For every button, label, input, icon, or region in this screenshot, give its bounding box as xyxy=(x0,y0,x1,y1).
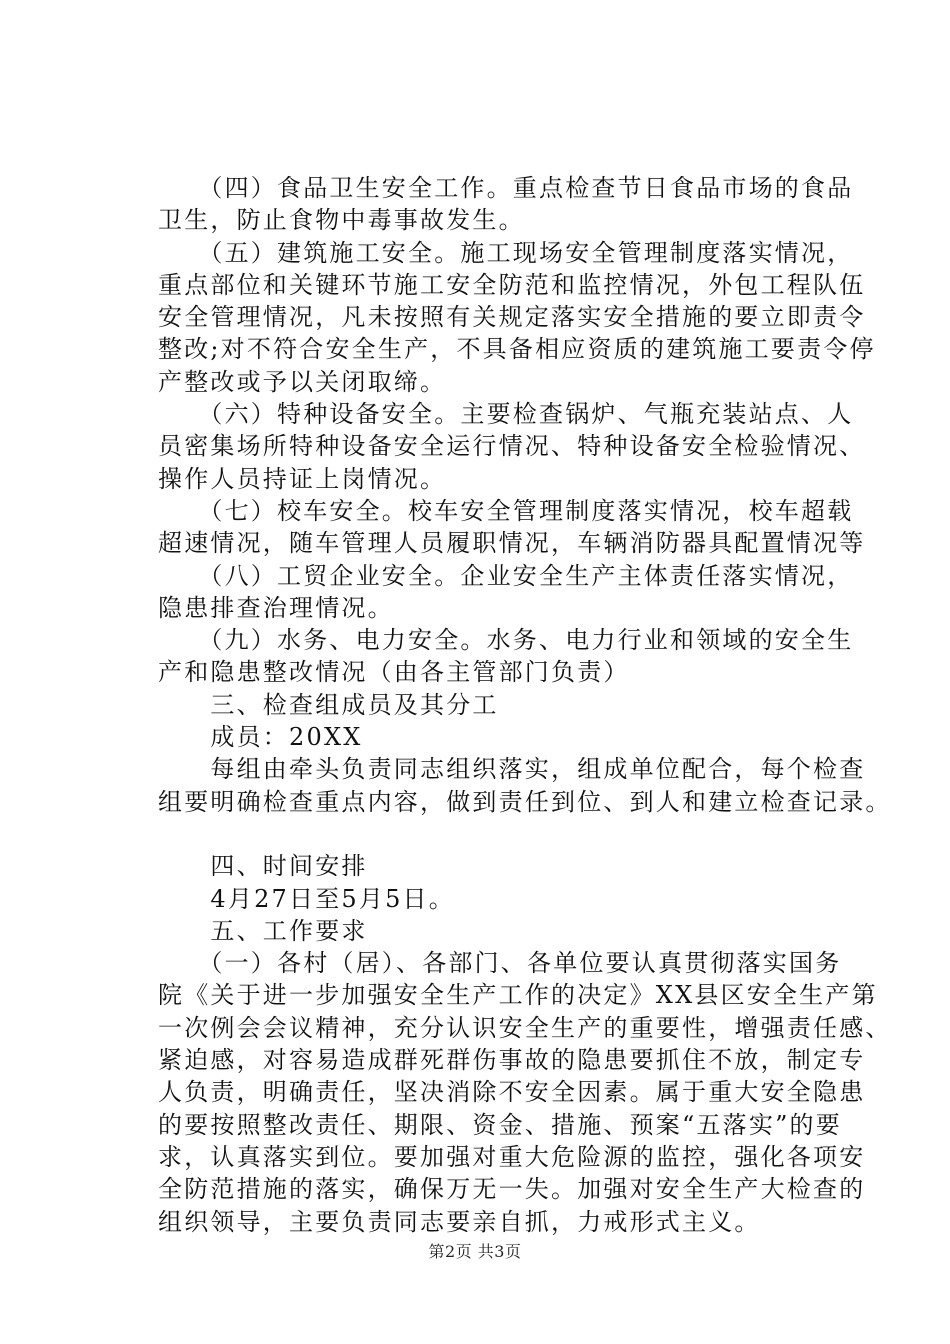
text-line: 组要明确检查重点内容，做到责任到位、到人和建立检查记录。 xyxy=(158,787,892,816)
text-line: 三、检查组成员及其分工 xyxy=(158,690,499,719)
text-line: 产整改或予以关闭取缔。 xyxy=(158,367,447,396)
text-line: 院《关于进一步加强安全生产工作的决定》XX县区安全生产第 xyxy=(158,981,878,1010)
text-line: 一次例会会议精神，充分认识安全生产的重要性，增强责任感、 xyxy=(158,1013,892,1042)
text-line: 四、时间安排 xyxy=(158,852,368,881)
text-line: 4月27日至5月5日。 xyxy=(158,884,455,913)
text-line: 成员：20XX xyxy=(158,723,363,752)
text-line: 紧迫感，对容易造成群死群伤事故的隐患要抓住不放，制定专 xyxy=(158,1046,866,1075)
text-line: （九）水务、电力安全。水务、电力行业和领域的安全生 xyxy=(158,626,854,655)
text-line: （一）各村（居）、各部门、各单位要认真贯彻落实国务 xyxy=(158,949,842,978)
text-line: （五）建筑施工安全。施工现场安全管理制度落实情况， xyxy=(158,238,854,267)
text-line: 重点部位和关键环节施工安全防范和监控情况，外包工程队伍 xyxy=(158,270,866,299)
text-line: 卫生，防止食物中毒事故发生。 xyxy=(158,206,525,235)
text-line: 整改;对不符合安全生产，不具备相应资质的建筑施工要责令停 xyxy=(158,335,876,364)
text-line: 超速情况，随车管理人员履职情况，车辆消防器具配置情况等 xyxy=(158,529,866,558)
text-line: 每组由牵头负责同志组织落实，组成单位配合，每个检查 xyxy=(158,755,866,784)
text-line: 组织领导，主要负责同志要亲自抓，力戒形式主义。 xyxy=(158,1207,761,1236)
text-line: （六）特种设备安全。主要检查锅炉、气瓶充装站点、人 xyxy=(158,400,854,429)
text-line: （七）校车安全。校车安全管理制度落实情况，校车超载 xyxy=(158,496,854,525)
text-line: 产和隐患整改情况（由各主管部门负责） xyxy=(158,658,630,687)
blank-line xyxy=(158,818,838,850)
page-footer: 第2页 共3页 xyxy=(428,1242,522,1261)
text-line: 安全管理情况，凡未按照有关规定落实安全措施的要立即责令 xyxy=(158,303,866,332)
text-line: 操作人员持证上岗情况。 xyxy=(158,464,447,493)
text-line: （八）工贸企业安全。企业安全生产主体责任落实情况， xyxy=(158,561,854,590)
document-body xyxy=(158,172,892,1238)
text-line: 人负责，明确责任，坚决消除不安全因素。属于重大安全隐患 xyxy=(158,1078,866,1107)
text-line: 五、工作要求 xyxy=(158,916,368,945)
text-line: （四）食品卫生安全工作。重点检查节日食品市场的食品 xyxy=(158,174,854,202)
text-line: 的要按照整改责任、期限、资金、措施、预案“五落实”的要 xyxy=(158,1110,842,1139)
text-line: 隐患排查治理情况。 xyxy=(158,593,394,622)
text-line: 全防范措施的落实，确保万无一失。加强对安全生产大检查的 xyxy=(158,1175,866,1204)
text-line: 员密集场所特种设备安全运行情况、特种设备安全检验情况、 xyxy=(158,432,866,461)
text-line: 求，认真落实到位。要加强对重大危险源的监控，强化各项安 xyxy=(158,1142,866,1171)
